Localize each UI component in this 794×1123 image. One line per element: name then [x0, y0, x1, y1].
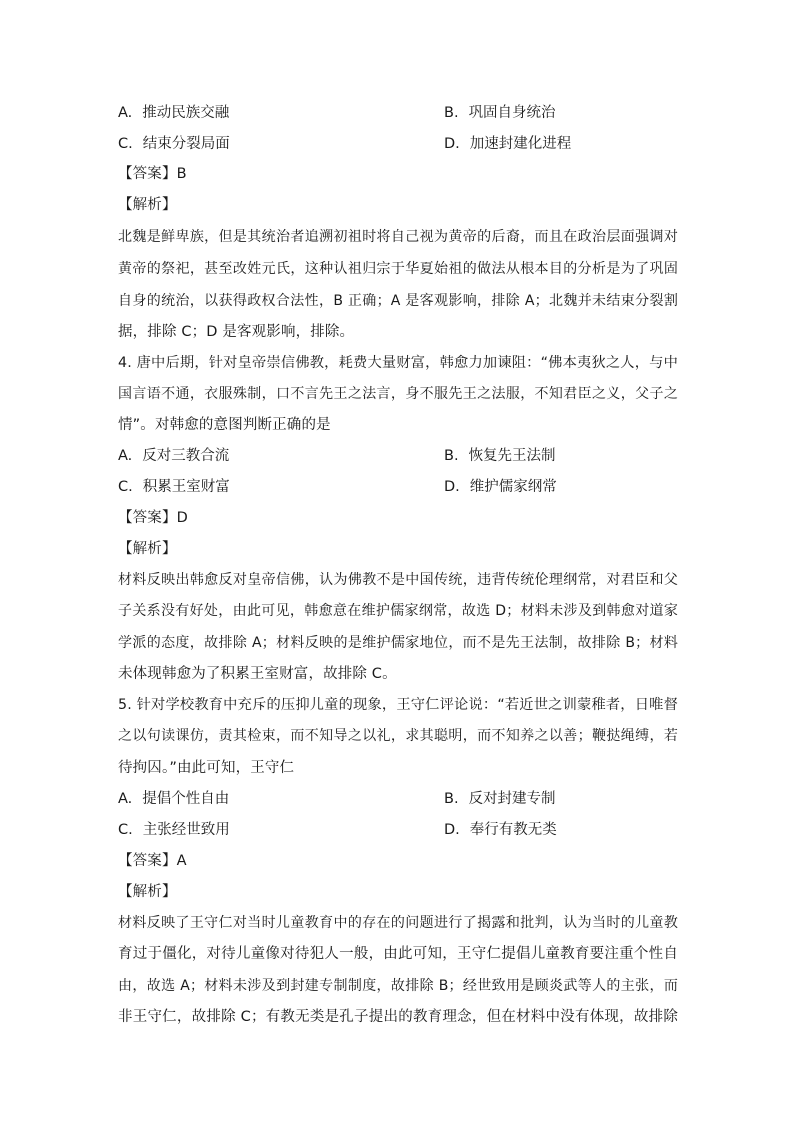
q5-option-b: [444, 789, 556, 809]
q3-analysis-label: 【解析】: [118, 197, 177, 213]
q3-option-d: [444, 134, 571, 154]
q4-analysis-line: 未体现韩愈为了积累王室财富，故排除 C。: [118, 666, 397, 682]
option-text: 主张经世致用: [142, 822, 230, 838]
option-text: 结束分裂局面: [142, 136, 230, 152]
q3-option-b: [444, 103, 556, 123]
option-letter: A.: [118, 448, 133, 464]
q4-analysis-line: 学派的态度，故排除 A；材料反映的是维护儒家地位，而不是先王法制，故排除 B；材料: [118, 635, 678, 651]
q4-analysis-line: 材料反映出韩愈反对皇帝信佛，认为佛教不是中国传统，违背传统伦理纲常，对君臣和父: [118, 572, 678, 588]
option-letter: A.: [118, 791, 133, 807]
q4-analysis-label: 【解析】: [118, 541, 177, 557]
option-text: 巩固自身统治: [468, 105, 556, 121]
option-text: 反对三教合流: [142, 448, 230, 464]
q5-analysis-line: 非王守仁，故排除 C；有教无类是孔子提出的教育理念，但在材料中没有体现，故排除: [118, 1009, 678, 1025]
option-text: 奉行有教无类: [469, 822, 557, 838]
q3-analysis-line: 自身的统治，以获得政权合法性，B 正确；A 是客观影响，排除 A；北魏并未结束分裂割: [118, 293, 678, 309]
q3-option-c: [118, 134, 230, 154]
q3-option-a: [118, 103, 229, 123]
option-letter: B.: [444, 791, 459, 807]
option-letter: D.: [444, 822, 460, 838]
q4-option-a: [118, 446, 229, 466]
q4-option-d: [444, 477, 557, 497]
q5-analysis-label: 【解析】: [118, 884, 177, 900]
q5-stem-line: 5. 针对学校教育中充斥的压抑儿童的现象，王守仁评论说：“若近世之训蒙稚者，日唯督: [118, 697, 678, 713]
q4-stem-line: 4. 唐中后期，针对皇帝崇信佛教，耗费大量财富，韩愈力加谏阻：“佛本夷狄之人，与中: [118, 355, 678, 371]
q5-option-d: [444, 820, 557, 840]
option-text: 恢复先王法制: [468, 448, 556, 464]
q5-answer: 【答案】A: [118, 853, 187, 869]
q5-analysis-line: 育过于僵化，对待儿童像对待犯人一般，由此可知，王守仁提倡儿童教育要注重个性自: [118, 946, 678, 962]
q4-stem-line: 情”。对韩愈的意图判断正确的是: [118, 417, 331, 433]
option-letter: C.: [118, 479, 133, 495]
q4-analysis-line: 子关系没有好处，由此可见，韩愈意在维护儒家纲常，故选 D；材料未涉及到韩愈对道家: [118, 603, 678, 619]
q3-analysis-line: 黄帝的祭祀，甚至改姓元氏，这种认祖归宗于华夏始祖的做法从根本目的分析是为了巩固: [118, 261, 678, 277]
option-text: 推动民族交融: [142, 105, 230, 121]
option-letter: D.: [444, 136, 460, 152]
option-letter: C.: [118, 136, 133, 152]
option-text: 反对封建专制: [468, 791, 556, 807]
q5-option-a: [118, 789, 229, 809]
q5-stem-line: 之以句读课仿，责其检束，而不知导之以礼，求其聪明，而不知养之以善；鞭挞绳缚，若: [118, 728, 678, 744]
q3-analysis-line: 北魏是鲜卑族，但是其统治者追溯初祖时将自己视为黄帝的后裔，而且在政治层面强调对: [118, 229, 678, 245]
option-letter: D.: [444, 479, 460, 495]
q5-option-c: [118, 820, 230, 840]
option-text: 提倡个性自由: [142, 791, 230, 807]
q5-analysis-line: 由，故选 A；材料未涉及到封建专制制度，故排除 B；经世致用是顾炎武等人的主张，而: [118, 978, 678, 994]
q3-answer: 【答案】B: [118, 166, 187, 182]
q5-stem-line: 待拘囚。”由此可知，王守仁: [118, 760, 295, 776]
q4-answer: 【答案】D: [118, 510, 188, 526]
option-letter: C.: [118, 822, 133, 838]
q4-option-b: [444, 446, 556, 466]
q4-option-c: [118, 477, 230, 497]
option-text: 加速封建化进程: [469, 136, 572, 152]
option-letter: A.: [118, 105, 133, 121]
option-text: 维护儒家纲常: [469, 479, 557, 495]
q4-stem-line: 国言语不通，衣服殊制，口不言先王之法言，身不服先王之法服，不知君臣之义，父子之: [118, 386, 678, 402]
option-text: 积累王室财富: [142, 479, 230, 495]
q3-analysis-line: 据，排除 C；D 是客观影响，排除。: [118, 324, 355, 340]
option-letter: B.: [444, 448, 459, 464]
option-letter: B.: [444, 105, 459, 121]
q5-analysis-line: 材料反映了王守仁对当时儿童教育中的存在的问题进行了揭露和批判，认为当时的儿童教: [118, 915, 678, 931]
